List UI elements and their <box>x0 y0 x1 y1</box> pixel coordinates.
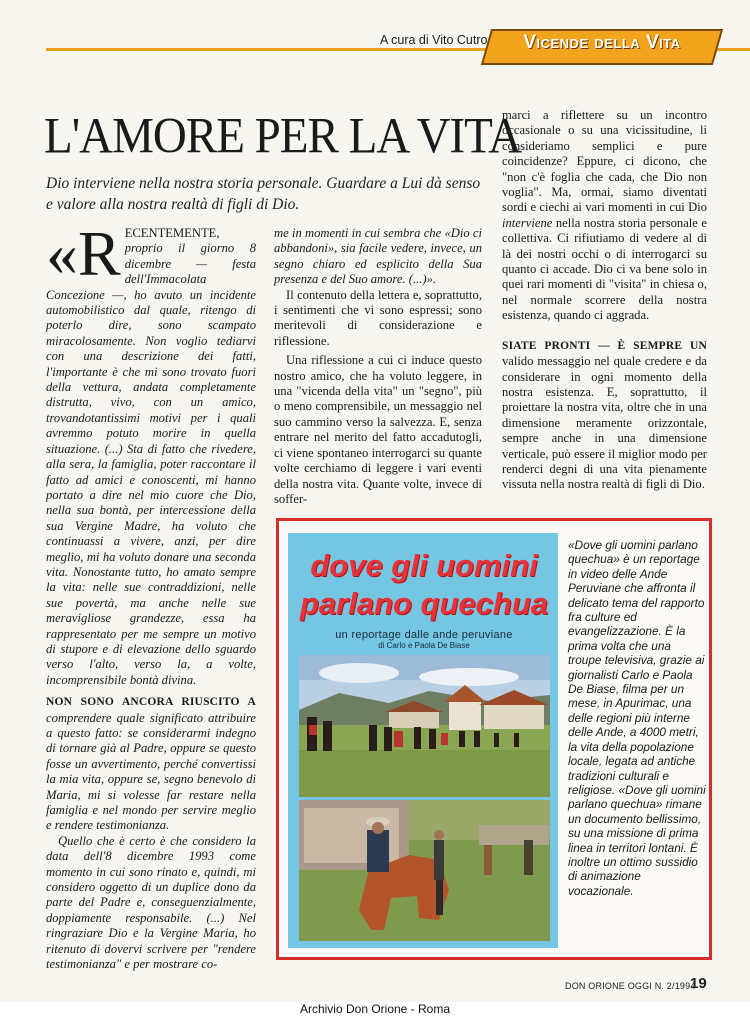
column-2-paragraph-2: Il contenuto della lettera e, soprattutto, i sentimenti che vi sono espressi; sono meritevoli di considerazione e riflessione. <box>274 287 482 348</box>
column-3-paragraph-2: SIATE PRONTI — È SEMPRE UN valido messaggio nel quale credere e da considerare in ogni momento della nostra esistenza. E, soprattutto, il proiettare la nostra vita, oltre che in una dimensione meramente orizzontale, sempre anche in una dimensione verticale, può essere il miglior modo per renderci degni di una vita pienamente vissuta nella nostra realtà di figli di Dio. <box>502 339 707 492</box>
andes-village-photo <box>299 655 550 797</box>
article-column-2 <box>274 226 482 507</box>
column-1-paragraph-3: Quello che è certo è che considero la data dell'8 dicembre 1993 come momento in cui sono rinato e, quindi, mi considero oggetto di un duplice dono da parte del Padre e, conseguenzialmente, doppiamente responsabile. (...) Nel ringraziare Dio e la Vergine Maria, ho ritenuto di dovervi scrivere per "rendere testimonianza" e per mostrare co- <box>46 833 256 972</box>
andes-horseman-photo <box>299 800 550 941</box>
article-column-1 <box>46 218 256 973</box>
column-2-paragraph-1: me in momenti in cui sembra che «Dio ci abbandoni», sia facile vedere, invece, un segno chiaro ed esplicito della Sua presenza e del Suo amore. (...)». <box>274 226 482 287</box>
video-cover-authors: di Carlo e Paola De Biase <box>378 641 470 650</box>
drop-cap: «R <box>46 218 121 289</box>
article-title: L'AMORE PER LA VITA <box>44 108 522 165</box>
video-cover-subtitle: un reportage dalle ande peruviane <box>335 629 513 641</box>
column-2-paragraph-3: Una riflessione a cui ci induce questo nostro amico, che ha voluto leggere, in una "vicenda della vita" un "segno", più o meno comprensibile, un messaggio nel suo cammino verso la salvezza. E, senza entrare nel merito del fatto accadutogli, ci viene spontaneo interrogarci su quante volte cerchiamo di leggere i vari eventi della nostra vita. Quante volte, invece di soffer- <box>274 353 482 506</box>
page-number: 19 <box>690 975 707 992</box>
column-1-paragraph-2: NON SONO ANCORA RIUSCITO A comprendere quale significato attribuire a questo fatto: se considerarmi indegno di tornare già al Padre, oppure se questo fosse un avvertimento, perché convertissi la mia vita, oppure se, segno benevolo di Maria, mi si volesse far restare nella famiglia e nel mondo per servire meglio e rendere testimonianza. <box>46 696 256 833</box>
publication-footer: DON ORIONE OGGI N. 2/1994 <box>565 981 696 991</box>
column-3-paragraph-1: marci a riflettere su un incontro occasionale o su una vicissitudine, li consideriamo semplici e pure coincidenze? Eppure, ci dicono, che "non c'è foglia che cada, che Dio non voglia". Ma, ormai, siamo diventati sordi e ciechi ai vari momenti in cui Dio interviene nella nostra storia personale e collettiva. Ci rifiutiamo di vedere al di là dei nostri occhi o di interrogarci su quanto ci accade. Dio ci va bene solo in quei rari momenti di "visita" in chiesa o, nel normale scorrere della nostra esistenza, quando ci aggrada. <box>502 108 707 323</box>
video-cover-title: dove gli uomini parlano quechua <box>299 548 549 621</box>
article-subtitle: Dio interviene nella nostra storia personale. Guardare a Lui dà senso e valore alla nostra realtà di figli di Dio. <box>46 175 481 213</box>
article-column-3 <box>502 108 707 493</box>
header-credit: A cura di Vito Cutro <box>380 33 488 47</box>
column-1-paragraph-1: «R ECENTEMENTE, proprio il giorno 8 dicembre — festa dell'Immacolata Concezione —, ho avuto un incidente automobilistico dal quale, ritengo di poterlo dire, sono scampato miracolosamente. Non voglio tediarvi con una descrizione dei fatti, l'importante è che mi sono trovato fuori della vettura, andata completamente distrutta, vivo, con un amico, trovandotantissimi motivi per i quali avremmo potuto morire in quella situazione. (...) Sta di fatto che rivedere, alla sera, la famiglia, poter raccontare il fatto ad amici e conoscenti, mi hanno portato a dire nel mio cuore che Dio, nella sua bontà, per intercessione della sua Vergine Madre, ha voluto che continuassi a vivere, anzi, per dire meglio, mi ha voluto donare una seconda vita. Nonostante tutto, ho amato sempre la vita: nelle sue contraddizioni, nelle sue povertà, ma anche nelle sue meravigliose grandezze, essa ha rappresentato per me sempre un motivo di stupore e di elevazione dello sguardo verso l'alto, verso la, a volte, incomprensibile bontà divina. <box>46 218 256 687</box>
feature-box-text: «Dove gli uomini parlano quechua» è un reportage in video delle Ande Peruviane che affronta il delicato tema del rapporto fra culture ed evangelizzazione. È la prima volta che una troupe televisiva, grazie ai giornalisti Carlo e Paola De Biase, filma per un mese, in Apurimac, una delle regioni più interne delle Ande, a 4000 metri, la vita della popolazione locale, legata ad antiche tradizioni culturali e religiose. «Dove gli uomini parlano quechua» rimane un documento bellissimo, su una missione di prima linea in territori lontani. È inoltre un ottimo sussidio di animazione vocazionale. <box>568 538 706 898</box>
section-title: Vicende della Vita <box>523 32 681 53</box>
archive-label: Archivio Don Orione - Roma <box>299 1002 451 1016</box>
